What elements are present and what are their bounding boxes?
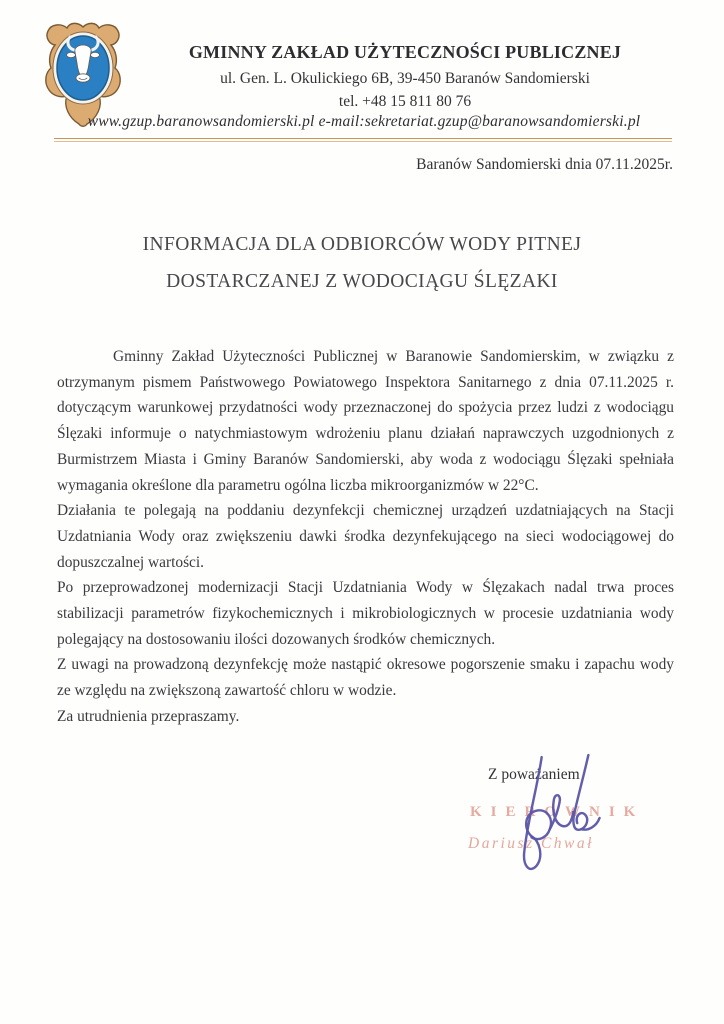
- organization-address: ul. Gen. L. Okulickiego 6B, 39-450 Baranów Sandomierski: [220, 70, 590, 87]
- signature-block: [455, 766, 685, 853]
- website-email-line: www.gzup.baranowsandomierski.pl e-mail:sekretariat.gzup@baranowsandomierski.pl: [87, 113, 641, 130]
- stamp-job-title: KIEROWNIK: [470, 804, 645, 820]
- letterhead-divider: [54, 138, 672, 142]
- document-title: [0, 226, 724, 300]
- handwritten-signature: [513, 751, 615, 883]
- body-paragraph: Z uwagi na prowadzoną dezynfekcję może nastąpić okresowe pogorszenie smaku i zapachu wody ze względu na zwiększoną zawartość chloru w wodzie.: [57, 656, 674, 700]
- document-title-line2: DOSTARCZANEJ Z WODOCIĄGU ŚLĘZAKI: [166, 271, 558, 292]
- document-title-line1: INFORMACJA DLA ODBIORCÓW WODY PITNEJ: [142, 234, 582, 255]
- stamp-person-name: Dariusz Chwał: [468, 835, 594, 852]
- body-paragraph: Po przeprowadzonej modernizacji Stacji Uzdatniania Wody w Ślęzakach nadal trwa proces stabilizacji parametrów fizykochemicznych i mikrobiologicznych w procesie uzdatniania wody polegający na dostosowaniu ilości dozowanych środków chemicznych.: [57, 579, 674, 648]
- letterhead-text: [138, 42, 672, 111]
- body-paragraph: Za utrudnienia przepraszamy.: [57, 707, 240, 725]
- body-paragraph: Gminny Zakład Użyteczności Publicznej w Baranowie Sandomierskim, w związku z otrzymanym pismem Państwowego Powiatowego Inspektora Sanitarnego z dnia 07.11.2025 r. dotyczącym warunkowej przydatności wody przeznaczonej do spożycia przez ludzi z wodociągu Ślęzaki informuje o natychmiastowym wdrożeniu planu działań naprawczych uzgodnionych z Burmistrzem Miasta i Gminy Baranów Sandomierski, aby woda z wodociągu Ślęzaki spełniała wymagania określone dla parametru ogólna liczba mikroorganizmów w 22°C.: [57, 348, 674, 494]
- organization-phone: tel. +48 15 811 80 76: [338, 93, 472, 110]
- letter-body: [57, 344, 674, 730]
- organization-name: GMINNY ZAKŁAD UŻYTECZNOŚCI PUBLICZNEJ: [188, 42, 622, 62]
- date-line: Baranów Sandomierski dnia 07.11.2025r.: [416, 156, 673, 173]
- closing-phrase: Z poważaniem: [488, 766, 580, 783]
- body-paragraph: Działania te polegają na poddaniu dezynfekcji chemicznej urządzeń uzdatniających na Stacji Uzdatniania Wody oraz zwiększeniu dawki środka dezynfekującego na sieci wodociągowej do dopuszczalnej wartości.: [57, 502, 674, 571]
